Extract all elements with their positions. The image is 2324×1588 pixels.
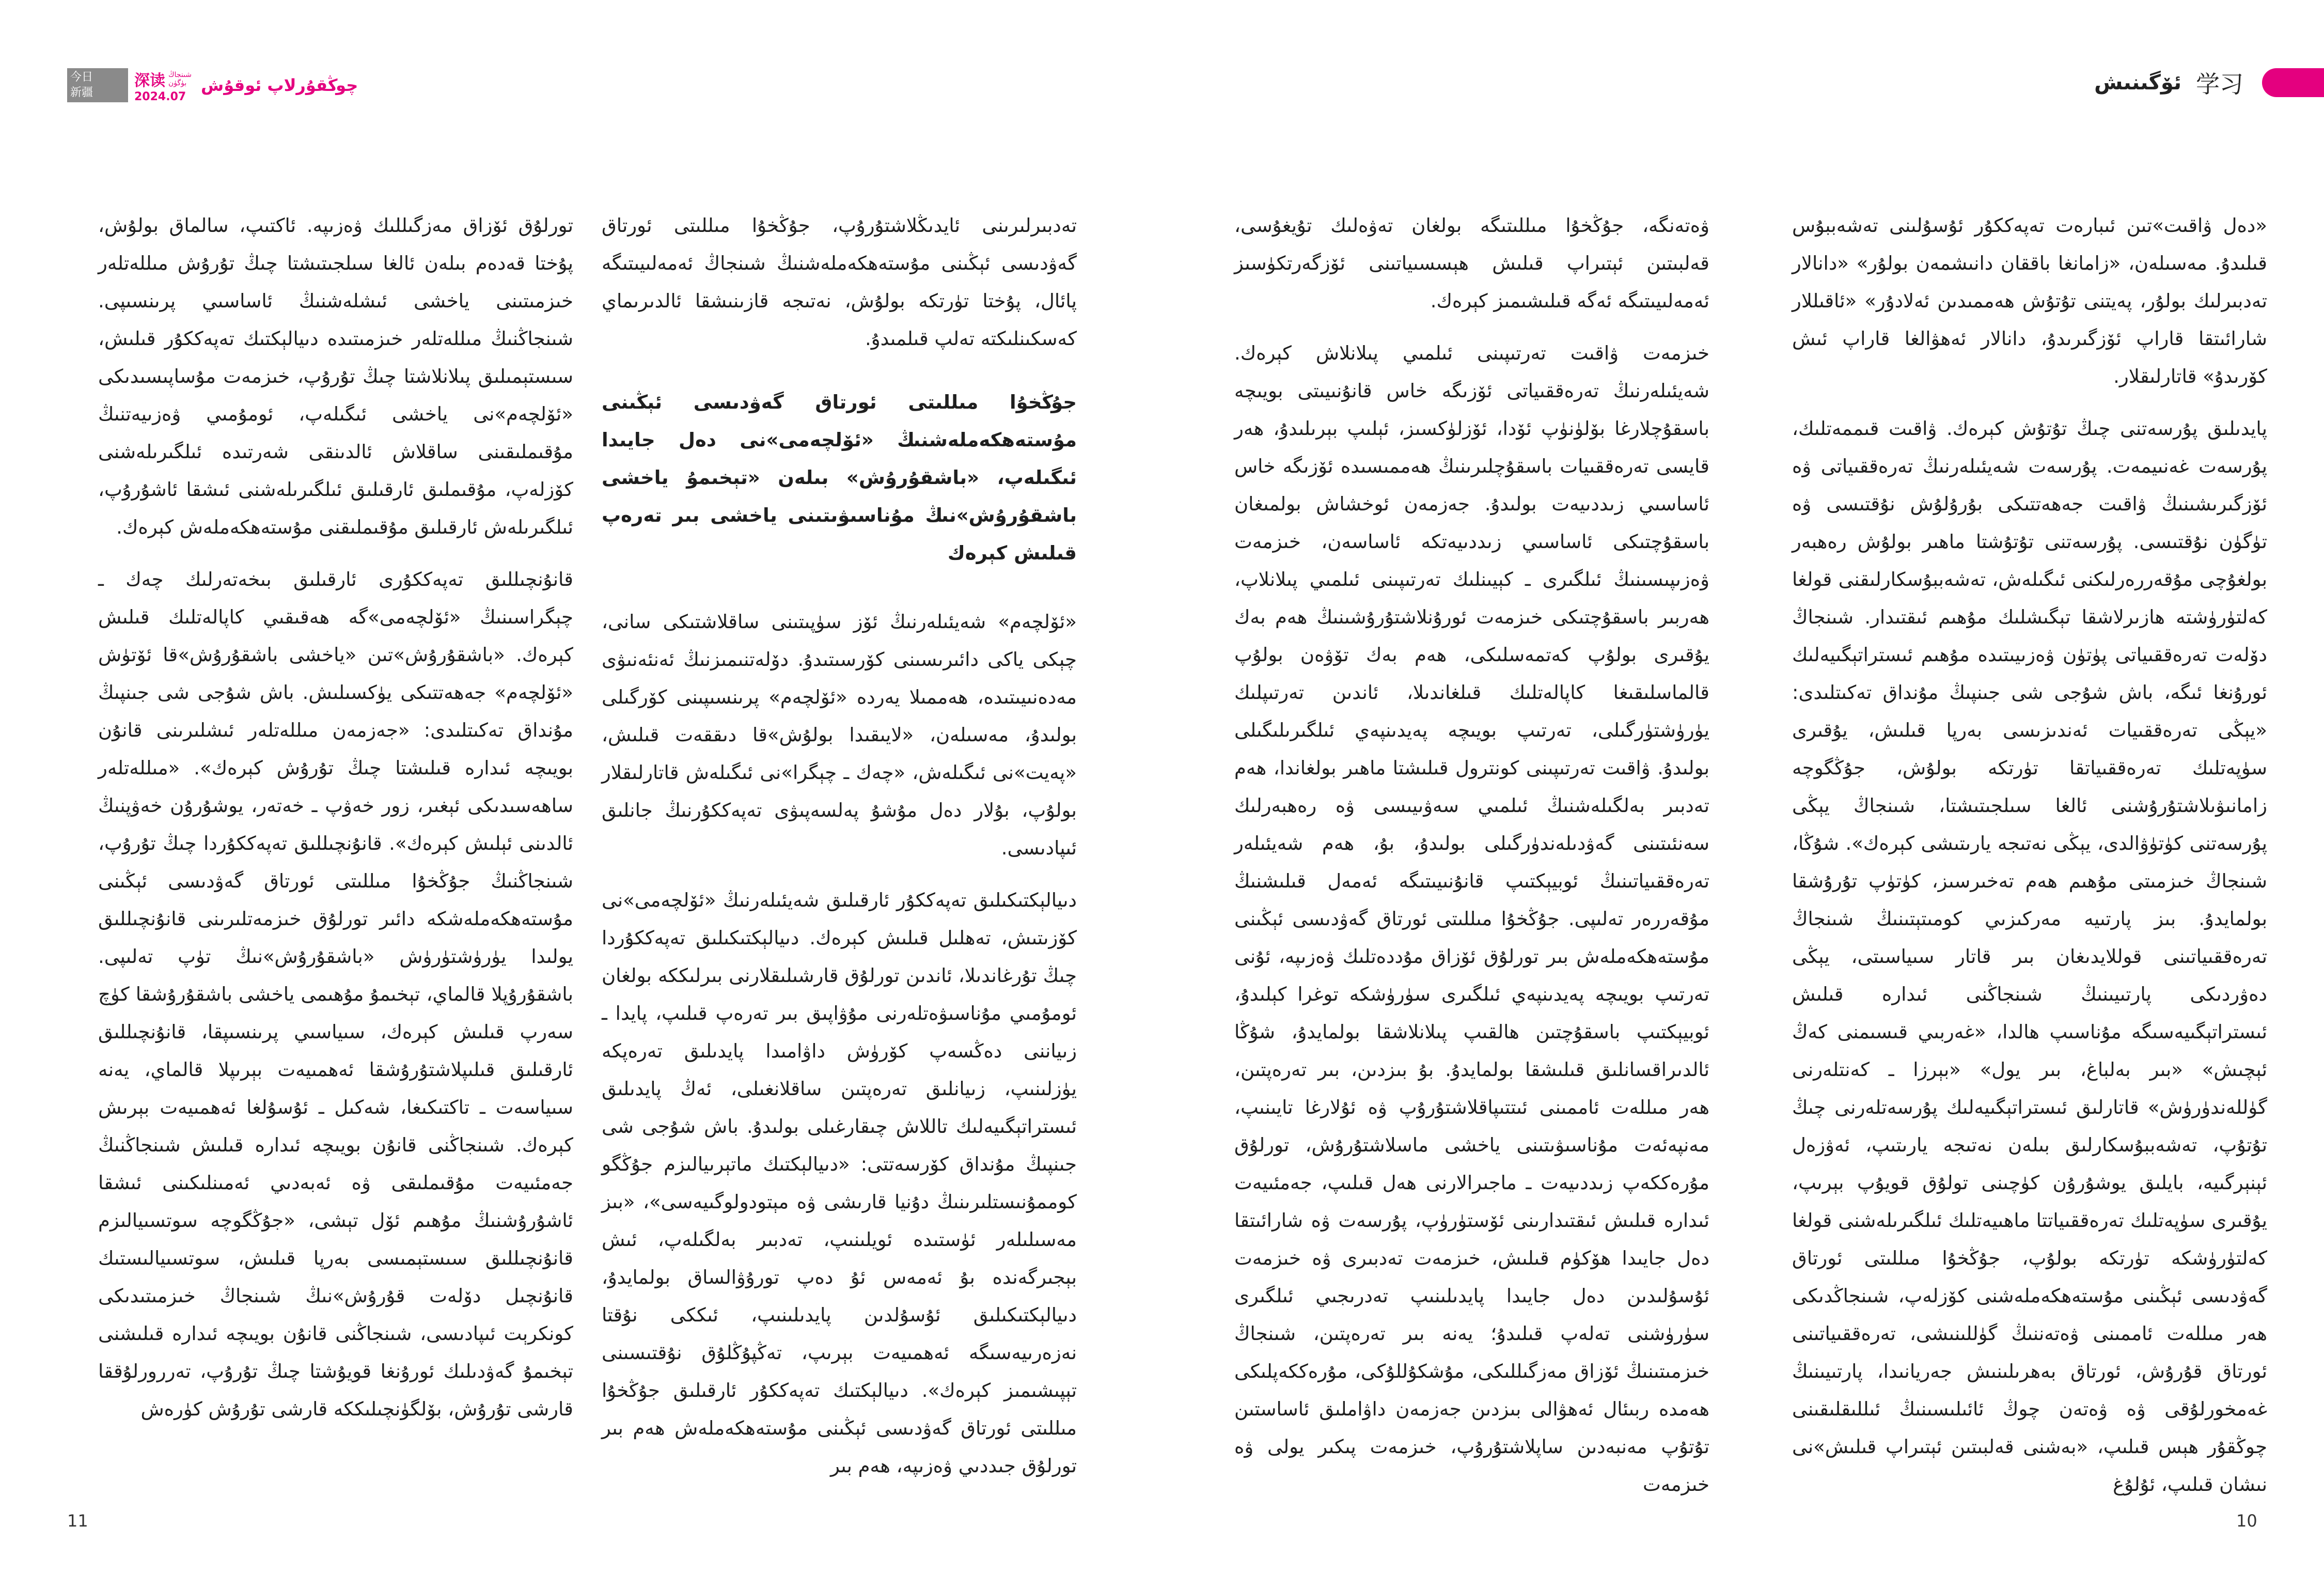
magazine-logo [67,68,128,102]
section-title-right-zh: 学习 [2196,70,2243,98]
logo-line-1: 今日 [70,71,93,84]
section-heading: جۇڭخۇا مىللىتى ئورتاق گەۋدىسى ئېڭىنى مۇستەھكەملەشنىڭ «ئۆلچەمى»نى دەل جايىدا ئىگىلەپ، «باشقۇرۇش» بىلەن «تېخىمۇ ياخشى باشقۇرۇش»نىڭ مۇناسىۋىتىنى ياخشى بىر تەرەپ قىلىش كېرەك [602,391,1077,564]
deep-read-label: 深读 [134,71,165,90]
section-tab-decoration [2262,68,2324,97]
column-left-inner [602,207,1077,1499]
paragraph: «ئۆلچەم» شەيئىلەرنىڭ ئۆز سۈپىتىنى ساقلاشتىكى سانى، چېكى ياكى دائىرىسىنى كۆرسىتىدۇ. دۆلەتنىمىزنىڭ ئەنئەنىۋى مەدەنىيىتىدە، ھەممىلا يەردە «ئۆلچەم» پرىنسىپىنى كۆرگىلى بولىدۇ، مەسىلەن، «لايىقىدا بولۇش»قا دىققەت قىلىش، «پەيت»نى ئىگىلەش، «چەك ـ چېگرا»نى ئىگىلەش قاتارلىقلار بولۇپ، بۇلار دەل مۇشۇ پەلسەپىۋى تەپەككۇرنىڭ جانلىق ئىپادىسى. [602,611,1077,859]
paragraph: تەدبىرلىرىنى ئايدىڭلاشتۇرۇپ، جۇڭخۇا مىللىتى ئورتاق گەۋدىسى ئېڭىنى مۇستەھكەملەشنىڭ شىنجاڭ ئەمەلىيىتىگە پائال، پۇختا تۈرتكە بولۇش، نەتىجە قازىنىشقا ئالدىرىماي كەسكىنلىكتە تەلپ قىلمىدۇ. [602,214,1077,350]
deep-read-sub: شىنجاڭ بۈگۈن [168,70,192,87]
paragraph: قانۇنچىللىق تەپەككۇرى ئارقىلىق بىخەتەرلىك چەك ـ چېگراسىنىڭ «ئۆلچەمى»گە ھەقىقىي كاپالەتلىك قىلىش كېرەك. «باشقۇرۇش»تىن «ياخشى باشقۇرۇش»قا ئۆتۈش «ئۆلچەم» جەھەتتىكى يۈكسىلىش. باش شۇجى شى جىنپىڭ مۇنداق تەكىتلىدى: «جەزمەن مىللەتلەر ئىشلىرىنى قانۇن بويىچە ئىدارە قىلىشتا چىڭ تۇرۇش كېرەك». «مىللەتلەر ساھەسىدىكى ئېغىر، زور خەۋپ ـ خەتەر، يوشۇرۇن خەۋپنىڭ ئالدىنى ئېلىش كېرەك». قانۇنچىللىق تەپەككۇردا چىڭ تۇرۇپ، شىنجاڭنىڭ جۇڭخۇا مىللىتى ئورتاق گەۋدىسى ئېڭىنى مۇستەھكەملەشكە دائىر تورلۇق خىزمەتلىرىنى قانۇنچىللىق يولىدا يۈرۈشتۈرۈش «باشقۇرۇش»نىڭ تۈپ تەلىپى. باشقۇرۇپلا قالماي، تېخىمۇ مۇھىمى ياخشى باشقۇرۇشقا كۈچ سەرپ قىلىش كېرەك، سىياسىي پرىنسىپقا، قانۇنچىللىق ئارقىلىق قىلىپلاشتۇرۇشقا ئەھمىيەت بېرىپلا قالماي، يەنە سىياسەت ـ تاكتىكىغا، شەكىل ـ ئۇسۇلغا ئەھمىيەت بېرىش كېرەك. شىنجاڭنى قانۇن بويىچە ئىدارە قىلىش شىنجاڭنىڭ جەمئىيەت مۇقىملىقى ۋە ئەبەدىي ئەمىنلىكىنى ئىشقا ئاشۇرۇشنىڭ مۇھىم ئۆل تېشى، «جۇڭگوچە سوتسىيالىزم قانۇنچىللىق سىستېمىسى بەرپا قىلىش، سوتسىيالىستىك قانۇنچىل دۆلەت قۇرۇش»نىڭ شىنجاڭ خىزمىتىدىكى كونكرېت ئىپادىسى، شىنجاڭنى قانۇن بويىچە ئىدارە قىلىشنى تېخىمۇ گەۋدىلىك ئورۇنغا قويۇشتا چىڭ تۇرۇپ، تەررورلۇققا قارشى تۇرۇش، بۆلگۈنچىلىككە قارشى تۇرۇش كۈرەش [98,568,573,1420]
page-number-left: 11 [67,1511,88,1531]
paragraph: ۋەتەنگە، جۇڭخۇا مىللىتىگە بولغان تەۋەلىك تۇيغۇسى، قەلبىتىن ئېتىراپ قىلىش ھېسسىياتىنى ئۆزگەرتكۈسىز ئەمەلىيىتىگە ئەگە قىلىشىمىز كېرەك. [1234,214,1709,312]
column-right-outer [1792,207,2267,1518]
column-left-outer [98,207,573,1442]
paragraph: پايدىلىق پۇرسەتنى چىڭ تۇتۇش كېرەك. ۋاقىت قىممەتلىك، پۇرسەت غەنىيمەت. پۇرسەت شەيئىلەرنىڭ تەرەققىياتى ۋە ئۆزگىرىشىنىڭ ۋاقىت جەھەتتىكى بۇرۇلۇش نۇقتىسى ۋە تۈگۈن نۇقتىسى. پۇرسەتنى تۇتۇشتا ماھىر بولۇش رەھبەر بولغۇچى مۇقەررەرلىكنى ئىگىلەش، تەشەببۇسكارلىقنى قولغا كەلتۈرۈشتە ھازىرلاشقا تېگىشلىك مۇھىم ئىقتىدار. شىنجاڭ دۆلەت تەرەققىياتى پۈتۈن ۋەزىيىتىدە مۇھىم ئىستراتېگىيەلىك ئورۇنغا ئىگە، باش شۇجى شى جىنپىڭ مۇنداق تەكىتلىدى: «يېڭى تەرەققىيات ئەندىزىسى بەرپا قىلىش، يۇقىرى سۈپەتلىك تەرەققىياتقا تۈرتكە بولۇش، جۇڭگوچە زامانىۋىلاشتۇرۇشنى ئالغا سىلجىتىشتا، شىنجاڭ يېڭى پۇرسەتنى كۈتۈۋالدى، يېڭى نەتىجە يارىتىشى كېرەك». شۇڭا، شىنجاڭ خىزمىتى مۇھىم ھەم تەخىرسىز، كۈتۈپ تۇرۇشقا بولمايدۇ. بىز پارتىيە مەركىزىي كومىتېتىنىڭ شىنجاڭ تەرەققىياتىنى قوللايدىغان بىر قاتار سىياسىتى، يېڭى دەۋردىكى پارتىيىنىڭ شىنجاڭنى ئىدارە قىلىش ئىستراتېگىيەسىگە مۇناسىپ ھالدا، «غەربىي قىسىمنى كەڭ ئېچىش» «بىر بەلباغ، بىر يول» «بېرزا ـ كەنتلەرنى گۈللەندۈرۈش» قاتارلىق ئىستراتېگىيەلىك پۇرسەتلەرنى چىڭ تۇتۇپ، تەشەببۇسكارلىق بىلەن نەتىجە يارىتىپ، ئەۋزەل ئېنېرگىيە، بايلىق يوشۇرۇن كۈچىنى تولۇق قويۇپ بېرىپ، يۇقىرى سۈپەتلىك تەرەققىياتتا ماھىيەتلىك ئىلگىرىلەشنى قولغا كەلتۈرۈشكە تۈرتكە بولۇپ، جۇڭخۇا مىللىتى ئورتاق گەۋدىسى ئېڭىنى مۇستەھكەملەشنى كۆزلەپ، شىنجاڭدىكى ھەر مىللەت ئاممىنى ۋەتەننىڭ گۈللىنىشى، تەرەققىياتىنى ئورتاق قۇرۇش، ئورتاق بەھرىلىنىش جەريانىدا، پارتىيىنىڭ غەمخورلۇقى ۋە ۋەتەن چوڭ ئائىلىسىنىڭ ئىللىقلىقىنى چوڭقۇر ھېس قىلىپ، «بەشنى قەلبىتىن ئېتىراپ قىلىش»نى نىشان قىلىپ، ئۇلۇغ [1792,417,2267,1496]
page-number-right: 10 [2236,1511,2257,1531]
column-right-inner [1234,207,1709,1518]
logo-line-2: 新疆 [70,86,93,99]
issue-date: 2024.07 [134,90,186,103]
section-title-right-ug: ئۆگىنىش [2094,71,2181,95]
paragraph: «دەل ۋاقىت»تىن ئىبارەت تەپەككۇر ئۇسۇلىنى تەشەببۇس قىلىدۇ. مەسىلەن، «زامانغا باققان دانىشمەن بولۇر» «دانالار تەدبىرلىك بولۇر، پەيتنى تۇتۇش ھەممىدىن ئەلادۇر» «ئاقىللار شارائىتقا قاراپ ئۆزگىرىدۇ، دانالار ئەھۋالغا قاراپ ئىش كۆرىدۇ» قاتارلىقلار. [1792,214,2267,387]
section-title-left: چوڭقۇرلاپ ئوقۇش [201,75,358,95]
magazine-header-right [2094,62,2324,103]
right-page [1162,0,2324,1588]
deep-read-badge [134,68,192,103]
paragraph: دىيالېكتىكىلىق تەپەككۇر ئارقىلىق شەيئىلەرنىڭ «ئۆلچەمى»نى كۆزىتىش، تەھلىل قىلىش كېرەك. دىيالېكتىكىلىق تەپەككۇردا چىڭ تۇرغاندىلا، ئاندىن تورلۇق قارشىلىقلارنى بىرلىككە بولغان ئومۇمىي مۇناسىۋەتلەرنى مۇۋاپىق بىر تەرەپ قىلىپ، پايدا ـ زىياننى دەڭسەپ كۆرۈش داۋامىدا پايدىلىق تەرەپكە يۈزلىنىپ، زىيانلىق تەرەپتىن ساقلانغىلى، ئەڭ پايدىلىق ئىستراتېگىيەلىك تاللاش چىقارغىلى بولىدۇ. باش شۇجى شى جىنپىڭ مۇنداق كۆرسەتتى: «دىيالېكتىك ماتېرىيالىزم جۇڭگو كوممۇنىستلىرىنىڭ دۇنيا قارىشى ۋە مېتودولوگىيەسى»، «بىز مەسىلىلەر ئۈستىدە ئويلىنىپ، تەدبىر بەلگىلەپ، ئىش بېجىرگەندە بۇ ئەمەس ئۇ دەپ تورۇۋالساق بولمايدۇ، دىيالېكتىكىلىق ئۇسۇلدىن پايدىلىنىپ، ئىككى نۇقتا نەزەرىيەسىگە ئەھمىيەت بېرىپ، تەڭپۇڭلۇق نۇقتىسىنى تېپىشىمىز كېرەك». دىيالېكتىك تەپەككۇر ئارقىلىق جۇڭخۇا مىللىتى ئورتاق گەۋدىسى ئېڭىنى مۇستەھكەملەش ھەم بىر تورلۇق جىددىي ۋەزىپە، ھەم بىر [602,889,1077,1477]
paragraph: تورلۇق ئۆزاق مەزگىللىك ۋەزىپە. ئاكتىپ، سالماق بولۇش، پۇختا قەدەم بىلەن ئالغا سىلجىتىشتا چىڭ تۇرۇش مىللەتلەر خىزمىتىنى ياخشى ئىشلەشنىڭ ئاساسىي پرىنسىپى. شىنجاڭنىڭ مىللەتلەر خىزمىتىدە دىيالېكتىك تەپەككۇر قىلىش، سىستېمىلىق پىلانلاشتا چىڭ تۇرۇپ، خىزمەت مۇساپىسىدىكى «ئۆلچەم»نى ياخشى ئىگىلەپ، ئومۇمىي ۋەزىيەتنىڭ مۇقىملىقىنى ساقلاش ئالدىنقى شەرتىدە ئىلگىرىلەشنى كۆزلەپ، مۇقىملىق ئارقىلىق ئىلگىرىلەشنى ئىشقا ئاشۇرۇپ، ئىلگىرىلەش ئارقىلىق مۇقىملىقنى مۇستەھكەملەش كېرەك. [98,214,573,538]
paragraph: خىزمەت ۋاقىت تەرتىپىنى ئىلمىي پىلانلاش كېرەك. شەيئىلەرنىڭ تەرەققىياتى ئۆزىگە خاس قانۇنىيىتى بويىچە باسقۇچلارغا بۆلۈنۈپ ئۆدا، ئۆزلۈكسىز، ئېلىپ بېرىلىدۇ، ھەر قايسى تەرەققىيات باسقۇچلىرىنىڭ ھەممىسىدە ئۆزىگە خاس ئاساسىي زىددىيەت بولىدۇ. جەزمەن ئوخشاش بولمىغان باسقۇچتىكى ئاساسىي زىددىيەتكە ئاساسەن، خىزمەت ۋەزىپىسىنىڭ ئىلگىرى ـ كېيىنلىك تەرتىپىنى ئىلمىي پىلانلاپ، ھەربىر باسقۇچتىكى خىزمەت ئورۇنلاشتۇرۇشىنىڭ ھەم بەك يۇقىرى بولۇپ كەتمەسلىكى، ھەم بەك تۆۋەن بولۇپ قالماسلىقىغا كاپالەتلىك قىلغاندىلا، ئاندىن تەرتىپلىك يۈرۈشتۈرگىلى، تەرتىپ بويىچە پەيدىنپەي ئىلگىرىلىگىلى بولىدۇ. ۋاقىت تەرتىپىنى كونترول قىلىشتا ماھىر بولغاندا، ھەم تەدبىر بەلگىلەشنىڭ ئىلمىي سەۋىيىسى ۋە رەھبەرلىك سەنئىتىنى گەۋدىلەندۈرگىلى بولىدۇ، بۇ، ھەم شەيئىلەر تەرەققىياتىنىڭ ئوبيېكتىپ قانۇنىيىتىگە ئەمەل قىلىشنىڭ مۇقەررەر تەلىپى. جۇڭخۇا مىللىتى ئورتاق گەۋدىسى ئېڭىنى مۇستەھكەملەش بىر تورلۇق ئۆزاق مۇددەتلىك ۋەزىپە، ئۇنى تەرتىپ بويىچە پەيدىنپەي ئىلگىرى سۈرۈشكە توغرا كېلىدۇ، ئوبيېكتىپ باسقۇچتىن ھالقىپ پىلانلاشقا بولمايدۇ، شۇڭا ئالدىراقسانلىق قىلىشقا بولمايدۇ. بۇ بىزدىن، بىر تەرەپتىن، ھەر مىللەت ئاممىنى ئىتتىپاقلاشتۇرۇپ ۋە ئۇلارغا تايىنىپ، مەنپەئەت مۇناسىۋىتىنى ياخشى ماسلاشتۇرۇش، تورلۇق مۇرەككەپ زىددىيەت ـ ماجىرالارنى ھەل قىلىپ، جەمئىيەت ئىدارە قىلىش ئىقتىدارىنى ئۆستۈرۈپ، پۇرسەت ۋە شارائىتقا دەل جايىدا ھۆكۈم قىلىش، خىزمەت تەدبىرى ۋە خىزمەت ئۇسۇلىدىن دەل جايىدا پايدىلىنىپ تەدرىجىي ئىلگىرى سۈرۈشنى تەلەپ قىلىدۇ؛ يەنە بىر تەرەپتىن، شىنجاڭ خىزمىتىنىڭ ئۆزاق مەزگىللىكى، مۇشكۇللۇكى، مۇرەككەپلىكى ھەمدە ربىئال ئەھۋالى بىزدىن جەزمەن داۋاملىق ئاساستىن تۇتۇپ مەنبەدىن ساپلاشتۇرۇپ، خىزمەت پىكىر يولى ۋە خىزمەت [1234,342,1709,1496]
magazine-header-left [67,65,358,106]
